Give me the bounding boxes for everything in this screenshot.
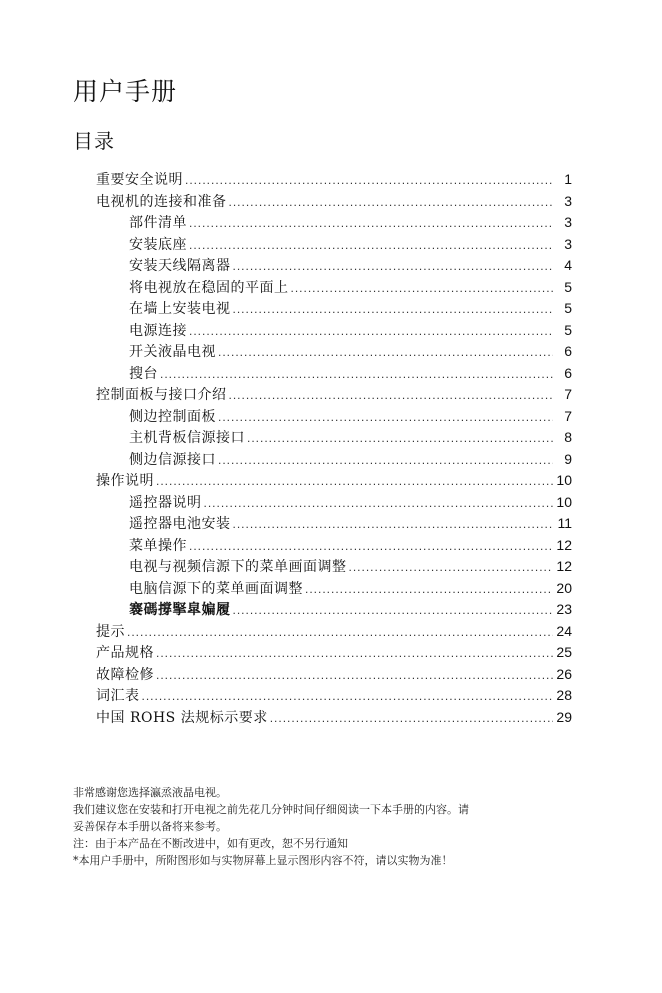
toc-dot-leader xyxy=(189,213,553,235)
toc-entry-page-number: 6 xyxy=(564,343,572,359)
toc-entry-title: 主机背板信源接口 xyxy=(129,430,245,446)
toc-entry-title: 重要安全说明 xyxy=(96,172,183,188)
toc-dot-leader xyxy=(247,428,553,450)
toc-dot-leader xyxy=(142,686,554,708)
toc-entry xyxy=(96,384,572,406)
toc-entry-page-number: 10 xyxy=(556,493,572,510)
toc-entry-title: 词汇表 xyxy=(96,688,140,704)
toc-entry-page-number: 3 xyxy=(564,235,572,252)
page-title: 用户手册 xyxy=(73,77,178,106)
toc-entry-page-number: 24 xyxy=(556,622,572,639)
toc-dot-leader xyxy=(189,536,553,558)
toc-entry xyxy=(96,406,572,428)
toc-entry-page-number: 3 xyxy=(564,214,572,230)
toc-entry-title: 搜台 xyxy=(129,365,158,382)
toc-dot-leader xyxy=(127,622,553,644)
toc-dot-leader xyxy=(233,514,554,536)
toc-entry xyxy=(96,492,572,514)
toc-entry-page-number: 10 xyxy=(556,472,572,488)
toc-entry xyxy=(96,470,572,492)
toc-entry xyxy=(96,298,572,320)
toc-entry xyxy=(96,341,572,363)
toc-dot-leader xyxy=(156,643,553,665)
toc-dot-leader xyxy=(229,192,554,214)
toc-entry-page-number: 23 xyxy=(556,601,572,617)
toc-entry xyxy=(96,169,572,191)
toc-entry-page-number: 12 xyxy=(556,536,572,553)
toc-entry-title: 菜单操作 xyxy=(129,537,187,554)
toc-entry xyxy=(96,427,572,449)
toc-dot-leader xyxy=(156,665,553,687)
intro-note-line: 注：由于本产品在不断改进中，如有更改，恕不另行通知 xyxy=(73,837,348,850)
toc-entry-page-number: 11 xyxy=(557,515,572,531)
toc-entry-title: 中国 ROHS 法规标示要求 xyxy=(96,709,268,726)
toc-entry-page-number: 28 xyxy=(556,687,572,703)
toc-dot-leader xyxy=(229,385,554,407)
toc-entry-page-number: 7 xyxy=(564,386,572,402)
toc-dot-leader xyxy=(160,364,553,386)
toc-dot-leader xyxy=(270,708,553,730)
toc-entry-title: 控制面板与接口介绍 xyxy=(96,387,227,403)
toc-entry-page-number: 4 xyxy=(564,257,572,273)
toc-entry-title: 侧边控制面板 xyxy=(129,408,216,425)
toc-entry xyxy=(96,621,572,643)
toc-entry-page-number: 1 xyxy=(564,171,572,187)
toc-entry-title: 电视机的连接和准备 xyxy=(96,193,227,210)
toc-entry xyxy=(96,556,572,578)
toc-entry-page-number: 7 xyxy=(564,407,572,424)
toc-entry-page-number: 6 xyxy=(564,364,572,381)
toc-dot-leader xyxy=(291,278,554,300)
intro-notes xyxy=(73,784,563,869)
toc-entry-page-number: 5 xyxy=(564,300,572,316)
table-of-contents xyxy=(96,169,572,728)
toc-dot-leader xyxy=(349,557,554,579)
toc-dot-leader xyxy=(233,299,554,321)
toc-dot-leader xyxy=(305,579,553,601)
toc-entry xyxy=(96,578,572,600)
toc-entry xyxy=(96,277,572,299)
toc-entry-title: 电脑信源下的菜单画面调整 xyxy=(129,580,303,597)
toc-entry-title: 遥控器电池安装 xyxy=(129,516,231,532)
toc-entry xyxy=(96,664,572,686)
toc-entry-page-number: 20 xyxy=(556,579,572,596)
toc-entry xyxy=(96,212,572,234)
toc-entry-title: 故障检修 xyxy=(96,666,154,683)
toc-entry xyxy=(96,363,572,385)
toc-dot-leader xyxy=(185,170,553,192)
toc-entry-title: 安装天线隔离器 xyxy=(129,258,231,274)
toc-dot-leader xyxy=(233,256,554,278)
toc-entry xyxy=(96,642,572,664)
toc-dot-leader xyxy=(204,493,554,515)
toc-entry xyxy=(96,535,572,557)
toc-entry-page-number: 29 xyxy=(556,708,572,725)
toc-entry-page-number: 12 xyxy=(556,558,572,574)
toc-dot-leader xyxy=(189,321,553,343)
toc-dot-leader xyxy=(218,342,553,364)
toc-entry xyxy=(96,513,572,535)
toc-dot-leader xyxy=(218,450,553,472)
intro-advice-line: 我们建议您在安装和打开电视之前先花几分钟时间仔细阅读一下本手册的内容。请 xyxy=(73,803,469,816)
toc-entry-page-number: 5 xyxy=(564,278,572,295)
toc-entry-title: 开关液晶电视 xyxy=(129,344,216,360)
toc-heading: 目录 xyxy=(73,129,115,153)
toc-dot-leader xyxy=(218,407,553,429)
toc-entry-title: 部件清单 xyxy=(129,215,187,231)
toc-entry-title: 操作说明 xyxy=(96,473,154,489)
toc-entry-title: 将电视放在稳固的平面上 xyxy=(129,279,289,296)
toc-entry-page-number: 9 xyxy=(564,450,572,467)
toc-entry-title: 电视与视频信源下的菜单画面调整 xyxy=(129,559,347,575)
toc-dot-leader xyxy=(189,235,553,257)
toc-entry-title: 侧边信源接口 xyxy=(129,451,216,468)
toc-entry-title: 安装底座 xyxy=(129,236,187,253)
toc-entry xyxy=(96,255,572,277)
toc-entry-page-number: 8 xyxy=(564,429,572,445)
intro-disclaimer-line: *本用户手册中，所附图形如与实物屏幕上显示图形内容不符，请以实物为准！ xyxy=(73,854,453,867)
toc-entry xyxy=(96,707,572,729)
toc-entry-title: 产品规格 xyxy=(96,645,154,661)
toc-entry-title: 褰碼撐掔皐媥履 xyxy=(129,602,231,618)
toc-entry xyxy=(96,234,572,256)
toc-entry-page-number: 25 xyxy=(556,644,572,660)
toc-entry-title: 电源连接 xyxy=(129,322,187,339)
intro-advice-line-cont: 妥善保存本手册以备将来参考。 xyxy=(73,820,227,833)
toc-entry xyxy=(96,685,572,707)
toc-entry-title: 提示 xyxy=(96,623,125,640)
toc-entry xyxy=(96,320,572,342)
toc-entry xyxy=(96,599,572,621)
toc-dot-leader xyxy=(156,471,553,493)
toc-entry-page-number: 26 xyxy=(556,665,572,682)
toc-entry-title: 在墙上安装电视 xyxy=(129,301,231,317)
toc-entry-page-number: 5 xyxy=(564,321,572,338)
toc-entry xyxy=(96,191,572,213)
toc-entry xyxy=(96,449,572,471)
toc-entry-title: 遥控器说明 xyxy=(129,494,202,511)
toc-entry-page-number: 3 xyxy=(564,192,572,209)
intro-thanks-line: 非常感谢您选择瀛烝液晶电视。 xyxy=(73,786,227,799)
toc-dot-leader xyxy=(233,600,554,622)
